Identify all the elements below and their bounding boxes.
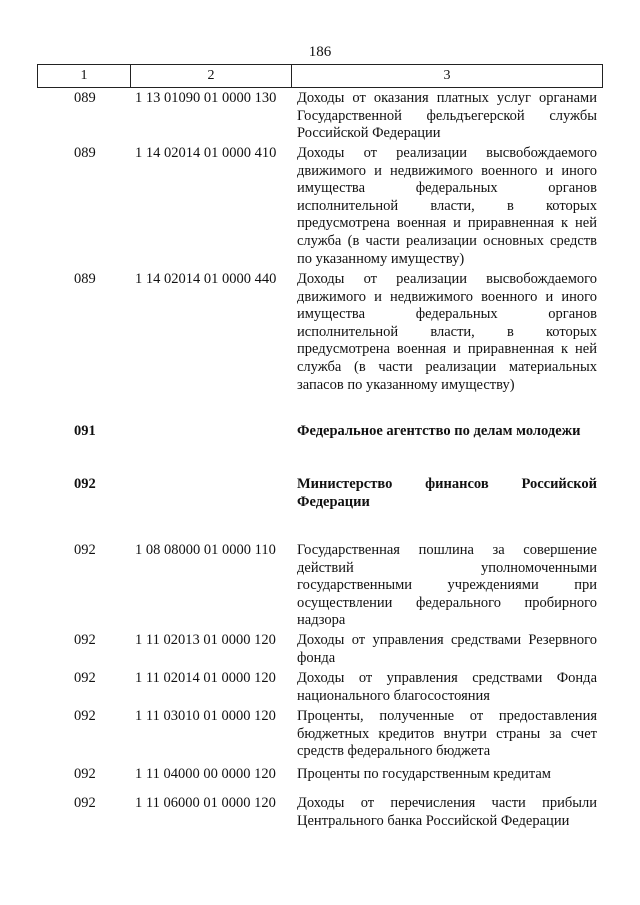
description-line: по указанному имуществу) bbox=[297, 250, 465, 267]
page-number: 186 bbox=[308, 44, 332, 60]
description-line: Доходы от реализации высвобождаемого bbox=[297, 271, 597, 287]
budget-classification-code: 1 11 02014 01 0000 120 bbox=[135, 670, 276, 686]
description-line: национального благосостояния bbox=[297, 687, 490, 704]
description-line: Министерство финансов Российской bbox=[297, 476, 597, 492]
description-line: Государственной фельдъегерской службы bbox=[297, 107, 597, 124]
description-line: действий уполномоченными bbox=[297, 559, 597, 576]
description-line: запасов по указанному имуществу) bbox=[297, 376, 515, 393]
description-line: бюджетных кредитов внутри страны за счет bbox=[297, 725, 597, 742]
income-description bbox=[297, 542, 597, 630]
description-line: Доходы от реализации высвобождаемого bbox=[297, 145, 597, 161]
description-line: фонда bbox=[297, 649, 336, 666]
budget-classification-code: 1 11 03010 01 0000 120 bbox=[135, 708, 276, 724]
description-line: Российской Федерации bbox=[297, 125, 441, 142]
budget-classification-code: 1 08 08000 01 0000 110 bbox=[135, 542, 276, 558]
admin-code: 091 bbox=[74, 423, 96, 439]
description-line: надзора bbox=[297, 612, 346, 629]
description-line: Проценты по государственным кредитам bbox=[297, 766, 551, 782]
description-line: Федеральное агентство по делам молодежи bbox=[297, 423, 581, 439]
income-description bbox=[297, 271, 597, 394]
description-line: имущества федеральных органов bbox=[297, 180, 597, 197]
income-description bbox=[297, 476, 597, 511]
description-line: имущества федеральных органов bbox=[297, 306, 597, 323]
admin-code: 092 bbox=[74, 766, 96, 782]
income-description bbox=[297, 795, 597, 830]
description-line: государственными учреждениями при bbox=[297, 577, 597, 594]
income-description bbox=[297, 708, 597, 761]
budget-classification-code: 1 11 06000 01 0000 120 bbox=[135, 795, 276, 811]
admin-code: 089 bbox=[74, 145, 96, 161]
income-description bbox=[297, 632, 597, 667]
income-description bbox=[297, 90, 597, 143]
description-line: Федерации bbox=[297, 493, 370, 510]
budget-classification-code: 1 14 02014 01 0000 410 bbox=[135, 145, 277, 161]
admin-code: 092 bbox=[74, 795, 96, 811]
description-line: Доходы от управления средствами Фонда bbox=[297, 670, 597, 686]
admin-code: 092 bbox=[74, 476, 96, 492]
budget-classification-code: 1 14 02014 01 0000 440 bbox=[135, 271, 277, 287]
description-line: движимого и недвижимого военного и иного bbox=[297, 288, 597, 305]
income-description bbox=[297, 145, 597, 268]
description-line: служба (в части реализации материальных bbox=[297, 358, 597, 375]
budget-classification-code: 1 11 04000 00 0000 120 bbox=[135, 766, 276, 782]
description-line: средств федерального бюджета bbox=[297, 743, 491, 760]
description-line: движимого и недвижимого военного и иного bbox=[297, 162, 597, 179]
admin-code: 092 bbox=[74, 670, 96, 686]
description-line: предусмотрена военная и приравненная к ней bbox=[297, 341, 597, 358]
description-line: исполнительной власти, в которых bbox=[297, 197, 597, 214]
budget-classification-code: 1 13 01090 01 0000 130 bbox=[135, 90, 277, 106]
budget-classification-code: 1 11 02013 01 0000 120 bbox=[135, 632, 276, 648]
admin-code: 092 bbox=[74, 708, 96, 724]
admin-code: 089 bbox=[74, 271, 96, 287]
description-line: Доходы от управления средствами Резервного bbox=[297, 632, 597, 648]
column-header-3: 3 bbox=[443, 68, 451, 83]
income-description bbox=[297, 766, 597, 784]
column-header-row bbox=[37, 64, 603, 88]
description-line: служба (в части реализации основных средств bbox=[297, 232, 597, 249]
description-line: Центрального банка Российской Федерации bbox=[297, 812, 570, 829]
column-header-2: 2 bbox=[131, 65, 292, 87]
description-line: предусмотрена военная и приравненная к ней bbox=[297, 215, 597, 232]
description-line: Доходы от оказания платных услуг органами bbox=[297, 90, 597, 106]
income-description bbox=[297, 423, 597, 441]
description-line: осуществлении федерального пробирного bbox=[297, 594, 597, 611]
admin-code: 092 bbox=[74, 632, 96, 648]
admin-code: 092 bbox=[74, 542, 96, 558]
admin-code: 089 bbox=[74, 90, 96, 106]
description-line: Доходы от перечисления части прибыли bbox=[297, 795, 597, 811]
description-line: Государственная пошлина за совершение bbox=[297, 542, 597, 558]
description-line: Проценты, полученные от предоставления bbox=[297, 708, 597, 724]
description-line: исполнительной власти, в которых bbox=[297, 323, 597, 340]
income-description bbox=[297, 670, 597, 705]
column-header-1: 1 bbox=[38, 65, 131, 87]
